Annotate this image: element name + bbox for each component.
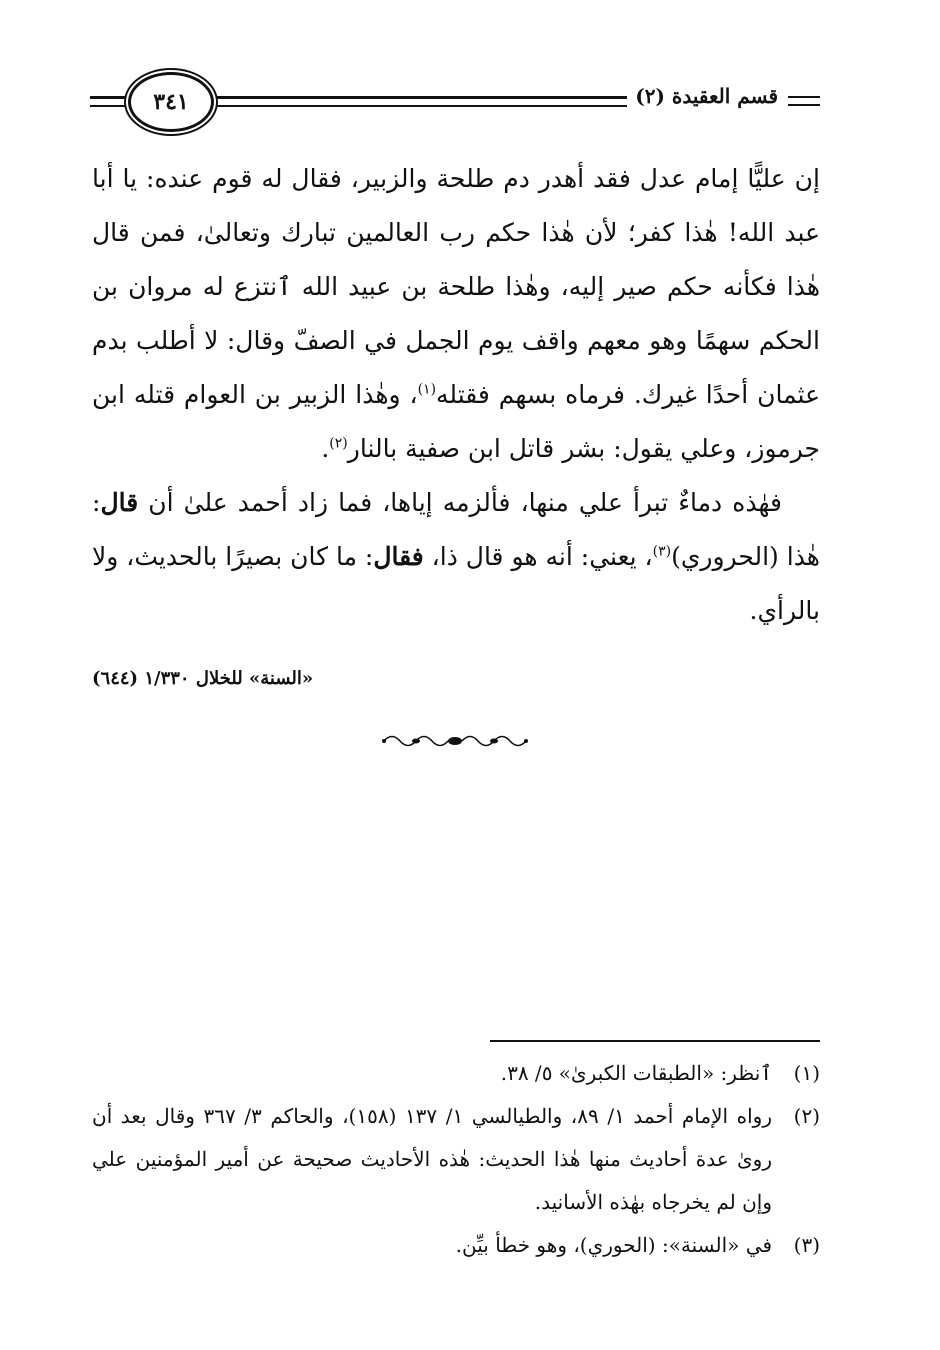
footnote-ref: (٣) — [652, 543, 672, 560]
footnote — [92, 1052, 820, 1095]
page-number: ٣٤١ — [153, 89, 189, 115]
footnote — [92, 1224, 820, 1267]
footnote-ref: (٢) — [329, 435, 348, 452]
source-citation: «السنة» للخلال ١/٣٣٠ (٦٤٤) — [92, 668, 314, 689]
emphasized-word: قال — [100, 488, 139, 517]
footnote-number: (١) — [793, 1061, 820, 1085]
footnote-number: (٢) — [793, 1104, 820, 1128]
ornament-divider-icon — [380, 730, 530, 752]
footnote-number: (٣) — [793, 1233, 820, 1257]
emphasized-word: فقال — [373, 542, 424, 571]
footnote-ref: (١) — [417, 381, 437, 398]
paragraph-text: . — [321, 434, 330, 463]
paragraph-text: إن عليًّا إمام عدل فقد أهدر دم طلحة والزبير، فقال له قوم عنده: يا أبا عبد الله! هٰذا كفر؛ لأن هٰذا حكم رب العالمين تبارك وتعالىٰ، فمن قال هٰذا فكأنه حكم صير إليه، وهٰذا طلحة بن عبيد الله ٱنتزع له مروان بن الحكم سهمًا وهو معهم واقف يوم الجمل في الصفّ وقال: لا أطلب بدم عثمان أحدًا غيرك. فرماه بسهم فقتله — [92, 164, 820, 409]
main-text — [92, 152, 820, 638]
page-number-frame — [128, 72, 214, 132]
paragraph-text: ، وهٰذا الزبير بن العوام قتله ابن جرموز، وعلي يقول: بشر قاتل ابن صفية بالنار — [92, 380, 820, 463]
footnote-text: ٱنظر: «الطبقات الكبرىٰ» ٥/ ٣٨. — [500, 1061, 772, 1085]
page-header — [90, 72, 820, 136]
paragraph-text: فهٰذه دماءٌ تبرأ علي منها، فألزمه إياها، فما زاد أحمد علىٰ أن — [138, 488, 782, 517]
paragraph-text: : هٰذا (الحروري) — [92, 488, 820, 571]
header-rule — [788, 104, 820, 106]
footnotes — [92, 1052, 820, 1267]
footnote — [92, 1095, 820, 1224]
footnote-separator — [490, 1040, 820, 1042]
footnote-text: رواه الإمام أحمد ١/ ٨٩، والطيالسي ١/ ١٣٧ (١٥٨)، والحاكم ٣/ ٣٦٧ وقال بعد أن روىٰ عدة أحاديث منها هٰذا الحديث: هٰذه الأحاديث صحيحة عن أمير المؤمنين علي وإن لم يخرجاه بهٰذه الأسانيد. — [92, 1104, 772, 1214]
header-rule — [788, 96, 820, 98]
running-title: قسم العقيدة (٢) — [627, 84, 786, 108]
paragraph-text: ، يعني: أنه هو قال ذا، — [423, 542, 653, 571]
paragraph-text: : ما كان بصيرًا بالحديث، ولا بالرأي. — [92, 542, 820, 625]
footnote-text: في «السنة»: (الحوري)، وهو خطأ بيِّن. — [455, 1233, 772, 1257]
paragraph — [92, 152, 820, 476]
paragraph — [92, 476, 820, 638]
